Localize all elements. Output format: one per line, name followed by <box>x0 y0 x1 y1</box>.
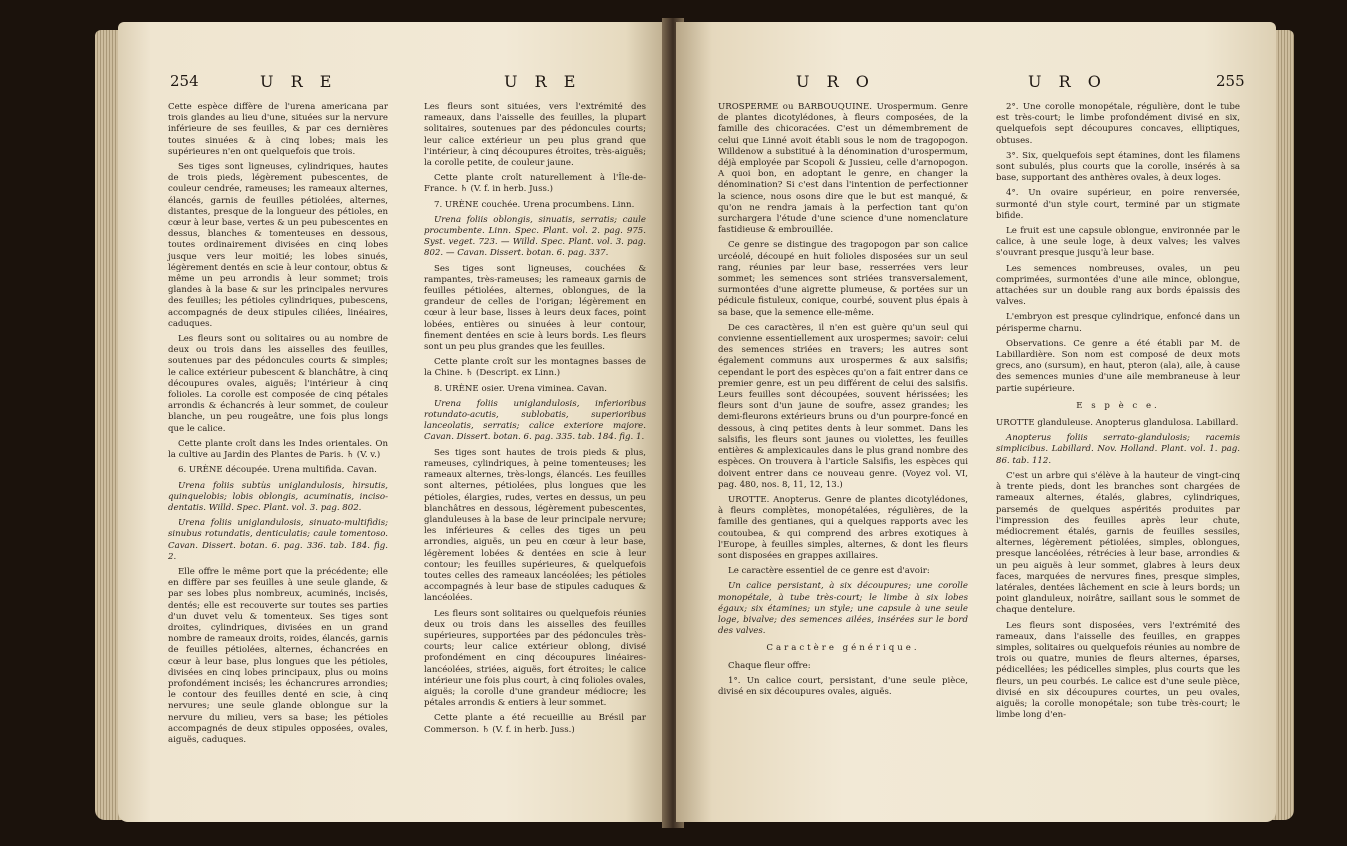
latin-description: Urena foliis uniglandulosis, sinuato-multifidis; sinubus rotundatis, denticulatis; caule tomentoso. Cavan. Dissert. botan. 6. pag. 336. tab. 184. fig. 2. <box>168 518 388 562</box>
species-heading: 7. URÈNE couchée. Urena procumbens. Linn. <box>434 199 635 210</box>
left-column-1 <box>168 102 388 750</box>
paragraph: Ses tiges sont ligneuses, cylindriques, hautes de trois pieds, légèrement pubescentes, de couleur cendrée, rameuses; les rameaux alternes, élancés, garnis de feuilles pétiolées, alternes, distantes, presque de la longueur des pétioles, en cœur à leur base, vertes & un peu pubescentes en dessus, blanches & tomenteuses en dessous, toutes ordinairement divisées en cinq lobes jusque vers leur moitié; les lobes sinués, légèrement dentés en scie à leur contour, obtus & même un peu arrondis à leur sommet; trois glandes à la base & sur les principales nervures des feuilles; les pétioles cylindriques, pubescens, accompagnés de deux stipules ciliées, linéaires, caduques. <box>168 162 388 329</box>
right-running-head-1: U R O <box>796 72 875 91</box>
paragraph: 3°. Six, quelquefois sept étamines, dont les filamens sont subulés, plus courts que la corolle, insérés à sa base, supportant des anthères ovales, à deux loges. <box>996 150 1240 184</box>
species-heading: 8. URÈNE osier. Urena viminea. Cavan. <box>434 383 607 394</box>
paragraph: Elle offre le même port que la précédente; elle en diffère par ses feuilles à une seule glande, & par ses lobes plus nombreux, acuminés, incisés, dentés; elle est recouverte sur toutes ses parties d'un duvet velu & tomenteux. Ses tiges sont droites, cylindriques, divisées en un grand nombre de rameaux droits, roides, élancés, garnis de feuilles pétiolées, alternes, échancrées en cœur à leur base, plus longues que les pétioles, divisées en cinq lobes principaux, plus ou moins profondément incisés; les échancrures arrondies; le contour des feuilles denté en scie, à cinq nervures; une seule glande oblongue sur la nervure du milieu, vers sa base; les pétioles accompagnés de deux stipules opposées, ovales, aiguës, caduques. <box>168 566 388 745</box>
left-page-number: 254 <box>170 72 199 90</box>
section-heading: Caractère générique. <box>766 643 920 654</box>
paragraph: C'est un arbre qui s'élève à la hauteur de vingt-cinq à trente pieds, dont les branches sont chargées de rameaux alternes, étalés, glabres, cylindriques, parsemés de quelques aspérités produites par l'impression des feuilles après leur chute, médiocrement étalés, garnis de feuilles sessiles, alternes, légèrement pétiolées, simples, oblongues, presque lancéolées, rétrécies à leur base, arrondies & un peu aiguës à leur sommet, glabres à leurs deux faces, marquées de nervures fines, presque simples, latérales, dentées lâchement en scie à leurs bords; un point glanduleux, noirâtre, saillant sous le sommet de chaque dentelure. <box>996 470 1240 616</box>
paragraph: Le fruit est une capsule oblongue, environnée par le calice, à une seule loge, à deux valves; les valves s'ouvrant presque jusqu'à leur base. <box>996 226 1240 259</box>
latin-description: Urena foliis uniglandulosis, inferioribus rotundato-acutis, sublobatis, superioribus lanceolatis, serratis; calice exteriore majore. Cavan. Dissert. botan. 6. pag. 335. tab. 184. fig. 1. <box>424 398 646 443</box>
right-page-number: 255 <box>1216 72 1245 90</box>
paragraph: L'embryon est presque cylindrique, enfoncé dans un périsperme charnu. <box>996 312 1240 334</box>
right-page <box>676 22 1276 822</box>
paragraph: Observations. Ce genre a été établi par M. de Labillardière. Son nom est composé de deux mots grecs, ano (sursum), en haut, pteron (ala), aile, à cause des semences munies d'une aile membraneuse à leur partie supérieure. <box>996 338 1240 394</box>
left-running-head-1: U R E <box>260 72 338 91</box>
paragraph: Ce genre se distingue des tragopogon par son calice urcéolé, découpé en huit folioles disposées sur un seul rang, réunies par leur base, resserrées vers leur sommet; les semences sont striées transversalement, surmontées d'une aigrette plumeuse, & portées sur un pédicule fistuleux, conique, courbé, souvent plus épais à sa base, que la semence elle-même. <box>718 240 968 318</box>
paragraph: 1°. Un calice court, persistant, d'une seule pièce, divisé en six découpures ovales, aiguës. <box>718 675 968 697</box>
section-heading: E s p è c e. <box>1076 400 1160 411</box>
paragraph: 4°. Un ovaire supérieur, en poire renversée, surmonté d'un style court, terminé par un stigmate bifide. <box>996 188 1240 221</box>
paragraph: Ses tiges sont ligneuses, couchées & rampantes, très-rameuses; les rameaux garnis de feuilles pétiolées, alternes, oblongues, de la grandeur de celles de l'origan; légèrement en cœur à leur base, lisses à leurs deux faces, point lobées, entières ou sinuées à leur contour, finement dentées en scie à leurs bords. Les fleurs sont un peu plus grandes que les feuilles. <box>424 263 646 353</box>
paragraph: 2°. Une corolle monopétale, régulière, dont le tube est très-court; le limbe profondément divisé en six, quelquefois sept découpures concaves, elliptiques, obtuses. <box>996 102 1240 146</box>
paragraph: Cette plante croît naturellement à l'Île-de-France. ♄ (V. f. in herb. Juss.) <box>424 173 646 195</box>
paragraph: Le caractère essentiel de ce genre est d'avoir: <box>728 566 930 577</box>
left-running-head-2: U R E <box>504 72 582 91</box>
right-column-1 <box>718 102 968 702</box>
paragraph: Les fleurs sont ou solitaires ou au nombre de deux ou trois dans les aisselles des feuilles, soutenues par des pédoncules courts & simples; le calice extérieur pubescent & blanchâtre, à cinq découpures ovales, aiguës; l'intérieur à cinq folioles. La corolle est composée de cinq pétales arrondis & échancrés à leur sommet, de couleur blanche, un peu rougeâtre, une fois plus longs que le calice. <box>168 334 388 434</box>
species-heading: 6. URÈNE découpée. Urena multifida. Cavan. <box>178 465 377 476</box>
left-page <box>118 22 670 822</box>
paragraph: Cette plante croît dans les Indes orientales. On la cultive au Jardin des Plantes de Paris. ♄ (V. v.) <box>168 438 388 461</box>
left-column-2 <box>424 102 646 740</box>
paragraph: Les fleurs sont situées, vers l'extrémité des rameaux, dans l'aisselle des feuilles, la plupart solitaires, soutenues par des pédoncules courts; leur calice extérieur un peu plus grand que l'intérieur, à cinq découpures étroites, très-aiguës; la corolle petite, de couleur jaune. <box>424 102 646 169</box>
latin-description: Anopterus foliis serrato-glandulosis; racemis simplicibus. Labillard. Nov. Holland. Plant. vol. 1. pag. 86. tab. 112. <box>996 433 1240 466</box>
paragraph: Cette plante croît sur les montagnes basses de la Chine. ♄ (Descript. ex Linn.) <box>424 357 646 379</box>
paragraph: Les fleurs sont disposées, vers l'extrémité des rameaux, dans l'aisselle des feuilles, en grappes simples, solitaires ou quelquefois réunies au nombre de trois ou quatre, munies de fleurs alternes, éparses, pédicellées; les pédicelles simples, plus courts que les fleurs, un peu courbés. Le calice est d'une seule pièce, divisé en six découpures courtes, un peu ovales, aiguës; la corolle monopétale; son tube très-court; le limbe long d'en- <box>996 620 1240 721</box>
paragraph: De ces caractères, il n'en est guère qu'un seul qui convienne essentiellement aux urospermes; savoir: celui des semences striées en travers; les autres sont également communs aux urospermes & aux salsifis; cependant le port des espèces qu'on a fait entrer dans ce premier genre, est un peu différent de celui des salsifis. Leurs feuilles sont découpées, souvent hérissées; les fleurs sont d'un jaune de soufre, assez grandes; les demi-fleurons extérieurs bruns ou d'un pourpre-foncé en dessous, à cinq petites dents à leur sommet. Dans les salsifis, les fleurs sont jaunes ou violettes, les feuilles entières & amplexicaules dans le plus grand nombre des espèces. On trouvera à l'article Salsifis, les espèces qui doivent entrer dans ce nouveau genre. (Voyez vol. VI, pag. 480, nos. 8, 11, 12, 13.) <box>718 322 968 490</box>
genus-entry: UROTTE. Anopterus. Genre de plantes dicotylédones, à fleurs complètes, monopétalées, régulières, de la famille des gentianes, qui a quelques rapports avec les coutoubea, & qui comprend des arbres exotiques à l'Europe, à feuilles simples, alternes, & dont les fleurs sont disposées en grappes axillaires. <box>718 494 968 561</box>
paragraph: Les fleurs sont solitaires ou quelquefois réunies deux ou trois dans les aisselles des feuilles supérieures, supportées par des pédoncules très-courts; leur calice extérieur oblong, divisé profondément en cinq découpures linéaires-lancéolées, striées, aiguës, fort étroites; le calice intérieur une fois plus court, à cinq folioles ovales, aiguës; la corolle d'une grandeur médiocre; les pétales arrondis & entiers à leur sommet. <box>424 608 646 709</box>
genus-entry: UROSPERME ou BARBOUQUINE. Urospermum. Genre de plantes dicotylédones, à fleurs composées, de la famille des chicoracées. C'est un démembrement de celui que Linné avoit établi sous le nom de tragopogon. Willdenow a substitué à la dénomination d'urospermum, déjà employée par Scopoli & Jussieu, celle d'arnopogon. A quoi bon, en adoptant le genre, en changer la dénomination? Si c'est dans l'intention de perfectionner la science, nous osons dire que le but est manqué, & qu'on ne rendra jamais à la perfection tant qu'on surchargera l'étude d'une science d'une nomenclature fastidieuse & embrouillée. <box>718 102 968 236</box>
right-running-head-2: U R O <box>1028 72 1107 91</box>
paragraph: Cette plante a été recueillie au Brésil par Commerson. ♄ (V. f. in herb. Juss.) <box>424 713 646 735</box>
latin-description: Urena foliis oblongis, sinuatis, serratis; caule procumbente. Linn. Spec. Plant. vol. 2. pag. 975. Syst. veget. 723. — Willd. Spec. Plant. vol. 3. pag. 802. — Cavan. Dissert. botan. 6. pag. 337. <box>424 214 646 259</box>
species-heading: UROTTE glanduleuse. Anopterus glandulosa. Labillard. <box>996 418 1239 429</box>
right-column-2 <box>996 102 1240 725</box>
paragraph: Les semences nombreuses, ovales, un peu comprimées, surmontées d'une aile mince, oblongue, attachées sur un double rang aux bords épaissis des valves. <box>996 263 1240 308</box>
paragraph: Chaque fleur offre: <box>728 660 811 671</box>
paragraph: Ses tiges sont hautes de trois pieds & plus, rameuses, cylindriques, à peine tomenteuses; les rameaux alternes, très-longs, élancés. Les feuilles sont alternes, pétiolées, plus longues que les pétioles, élargies, rudes, vertes en dessus, un peu blanchâtres en dessous, légèrement pubescentes, glanduleuses à la base de leur principale nervure; les inférieures & celles des tiges un peu arrondies, aiguës, un peu en cœur à leur base, légèrement lobées & dentées en scie à leur contour; les feuilles supérieures, & quelquefois toutes celles des rameaux lancéolées; les pétioles accompagnés à leur base de stipules caduques & lancéolées. <box>424 447 646 604</box>
paragraph: Cette espèce diffère de l'urena americana par trois glandes au lieu d'une, situées sur la nervure inférieure de ses feuilles, & par ces dernières toutes sinuées & à cinq lobes; mais les supérieures n'en ont quelquefois que trois. <box>168 102 388 157</box>
latin-description: Urena foliis subtùs uniglandulosis, hirsutis, quinquelobis; lobis oblongis, acuminatis, inciso-dentatis. Willd. Spec. Plant. vol. 3. pag. 802. <box>168 480 388 513</box>
essential-character: Un calice persistant, à six découpures; une corolle monopétale, à tube très-court; le limbe à six lobes égaux; six étamines; un style; une capsule à une seule loge, bivalve; des semences ailées, insérées sur le bord des valves. <box>718 581 968 637</box>
